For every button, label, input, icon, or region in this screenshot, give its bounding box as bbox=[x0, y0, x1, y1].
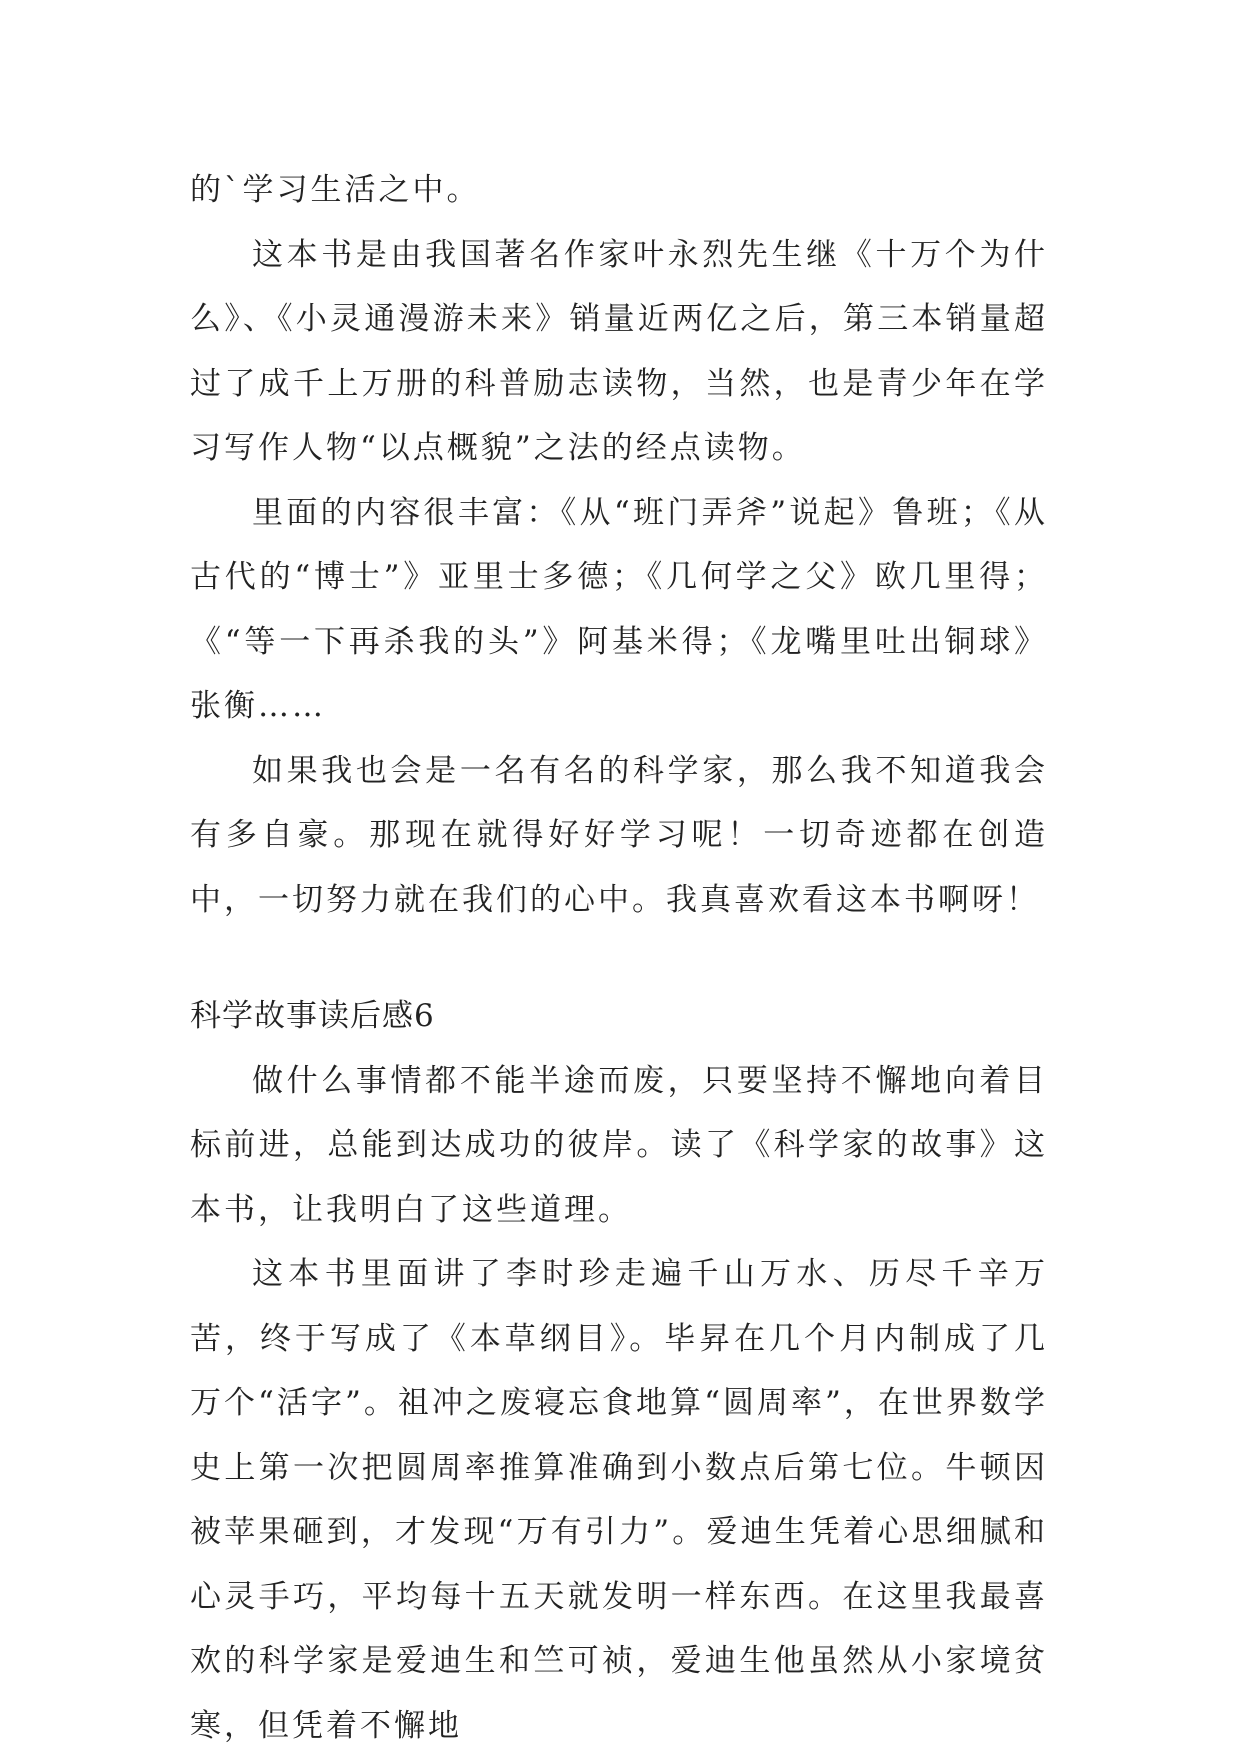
paragraph-book-contents: 里面的内容很丰富：《从“班门弄斧”说起》鲁班；《从古代的“博士”》亚里士多德；《几何学之父》欧几里得；《“等一下再杀我的头”》阿基米得；《龙嘴里吐出铜球》张衡…… bbox=[190, 494, 1048, 724]
document-body bbox=[190, 158, 1048, 1758]
paragraph-reflection: 如果我也会是一名有名的科学家，那么我不知道我会有多自豪。那现在就得好好学习呢！一切奇迹都在创造中，一切努力就在我们的心中。我真喜欢看这本书啊呀！ bbox=[190, 752, 1048, 918]
paragraph-continuation: 的`学习生活之中。 bbox=[190, 172, 481, 208]
paragraph-perseverance: 做什么事情都不能半途而废，只要坚持不懈地向着目标前进，总能到达成功的彼岸。读了《科学家的故事》这本书，让我明白了这些道理。 bbox=[190, 1062, 1048, 1228]
paragraph-scientists: 这本书里面讲了李时珍走遍千山万水、历尽千辛万苦，终于写成了《本草纲目》。毕昇在几个月内制成了几万个“活字”。祖冲之废寝忘食地算“圆周率”，在世界数学史上第一次把圆周率推算准确到小数点后第七位。牛顿因被苹果砸到，才发现“万有引力”。爱迪生凭着心思细腻和心灵手巧，平均每十五天就发明一样东西。在这里我最喜欢的科学家是爱迪生和竺可祯，爱迪生他虽然从小家境贫寒，但凭着不懈地 bbox=[190, 1256, 1048, 1744]
section-title: 科学故事读后感6 bbox=[190, 998, 435, 1034]
paragraph-book-intro: 这本书是由我国著名作家叶永烈先生继《十万个为什么》、《小灵通漫游未来》销量近两亿之后，第三本销量超过了成千上万册的科普励志读物，当然，也是青少年在学习写作人物“以点概貌”之法的经点读物。 bbox=[190, 236, 1048, 466]
